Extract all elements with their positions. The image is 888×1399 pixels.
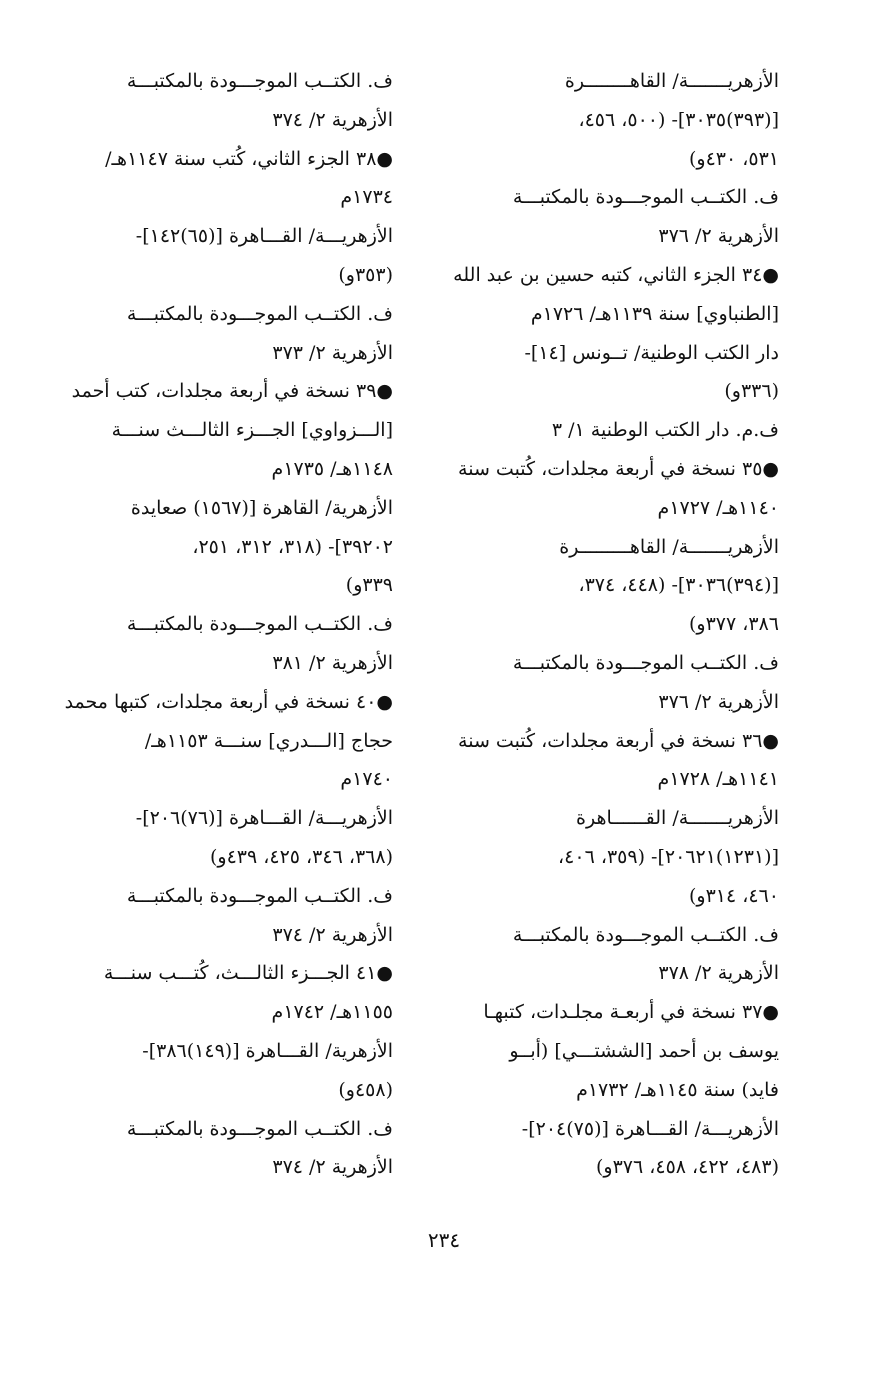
text-line: [(١٢٣١)٢٠٦٢١]- (٣٥٩، ٤٠٦، (558, 845, 779, 868)
text-line: ١١٤١هـ/ ١٧٢٨م (657, 768, 779, 791)
text-line: ١٧٣٤م (340, 186, 393, 209)
text-line: يوسف بن أحمد [الششتـــي] (أبــو (509, 1039, 779, 1062)
text-line: ١١٥٥هـ/ ١٧٤٢م (271, 1001, 393, 1024)
text-line: الأزهريـــة/ القـــاهرة [(٦٥)١٤٢]- (135, 225, 393, 248)
text-line: الأزهرية ٢/ ٣٧٤ (272, 108, 393, 131)
text-line: [(٣٩٣)٣٠٣٥]- (٥٠٠، ٤٥٦، (578, 108, 779, 131)
text-line: فايد) سنة ١١٤٥هـ/ ١٧٣٢م (576, 1078, 779, 1101)
text-line: الأزهرية ٢/ ٣٧٣ (272, 341, 393, 364)
right-column (434, 62, 779, 1187)
text-line: ١١٤٠هـ/ ١٧٢٧م (657, 496, 779, 519)
text-line: الأزهريـــــــة/ القــــــاهرة (576, 807, 779, 830)
text-line: ٤٦٠، ٣١٤و) (688, 884, 779, 907)
entry-heading-35: ●٣٥ نسخة في أربعة مجلدات، كُتبت سنة (458, 457, 779, 480)
text-line: ف.م. دار الكتب الوطنية ١/ ٣ (551, 419, 779, 442)
text-line: ف. الكتــب الموجـــودة بالمكتبـــة (126, 884, 393, 907)
text-line: الأزهرية ٢/ ٣٧٨ (658, 962, 779, 985)
text-line: ف. الكتــب الموجـــودة بالمكتبـــة (126, 70, 393, 92)
text-line: الأزهرية ٢/ ٣٧٦ (658, 690, 779, 713)
text-line: دار الكتب الوطنية/ تــونس [١٤]- (524, 341, 779, 364)
text-line: ف. الكتــب الموجـــودة بالمكتبـــة (512, 651, 779, 674)
text-line: (٣٦٨، ٣٤٦، ٤٢٥، ٤٣٩و) (209, 845, 393, 868)
text-line: الأزهرية ٢/ ٣٧٤ (272, 1156, 393, 1179)
text-line: ٣٨٦، ٣٧٧و) (688, 613, 779, 636)
entry-heading-38: ●٣٨ الجزء الثاني، كُتب سنة ١١٤٧هـ/ (105, 147, 393, 170)
text-line: الأزهرية ٢/ ٣٧٦ (658, 225, 779, 248)
text-line: (٤٥٨و) (338, 1078, 393, 1101)
text-line: ٣٣٩و) (345, 574, 393, 597)
text-line: الأزهرية/ القـــاهرة [(١٤٩)٣٨٦]- (142, 1039, 393, 1062)
text-line: الأزهرية ٢/ ٣٨١ (272, 651, 393, 674)
text-line: (٣٣٦و) (724, 380, 779, 403)
text-line: [الطنباوي] سنة ١١٣٩هـ/ ١٧٢٦م (530, 302, 779, 325)
text-line: الأزهريـــــــة/ القاهــــــــرة (564, 70, 779, 92)
page-number: ٢٣٤ (427, 1228, 461, 1252)
text-line: [(٣٩٤)٣٠٣٦]- (٤٤٨، ٣٧٤، (578, 574, 779, 597)
entry-heading-34: ●٣٤ الجزء الثاني، كتبه حسين بن عبد الله (453, 263, 779, 286)
text-line: ف. الكتــب الموجـــودة بالمكتبـــة (512, 923, 779, 946)
text-line: الأزهرية ٢/ ٣٧٤ (272, 923, 393, 946)
entry-heading-41: ●٤١ الجـــزء الثالـــث، كُتـــب سنـــة (103, 962, 393, 985)
text-line: الأزهريـــــــة/ القاهـــــــــرة (559, 535, 779, 558)
entry-heading-40: ●٤٠ نسخة في أربعة مجلدات، كتبها محمد (64, 690, 393, 713)
text-line: ٥٣١، ٤٣٠و) (688, 147, 779, 170)
entry-heading-37: ●٣٧ نسخة في أربعـة مجلـدات، كتبهـا (483, 1001, 779, 1024)
text-line: [الـــزواوي] الجـــزء الثالـــث سنـــة (111, 419, 393, 442)
text-line: ف. الكتــب الموجـــودة بالمكتبـــة (126, 613, 393, 636)
text-line: الأزهريـــة/ القـــاهرة [(٧٦)٢٠٦]- (135, 807, 393, 830)
text-line: الأزهرية/ القاهرة [(١٥٦٧) صعايدة (130, 496, 393, 519)
text-line: ف. الكتــب الموجـــودة بالمكتبـــة (126, 1117, 393, 1140)
text-line: ١٧٤٠م (340, 768, 393, 791)
text-line: (٤٨٣، ٤٢٢، ٤٥٨، ٣٧٦و) (595, 1156, 779, 1179)
text-line: ٣٩٢٠٢]- (٣١٨، ٣١٢، ٢٥١، (192, 535, 393, 558)
text-line: (٣٥٣و) (338, 263, 393, 286)
text-line: حجاج [الـــدري] سنـــة ١١٥٣هـ/ (144, 729, 393, 752)
text-line: الأزهريـــة/ القـــاهرة [(٧٥)٢٠٤]- (521, 1117, 779, 1140)
text-line: ف. الكتــب الموجـــودة بالمكتبـــة (512, 186, 779, 209)
text-line: ف. الكتــب الموجـــودة بالمكتبـــة (126, 302, 393, 325)
entry-heading-36: ●٣٦ نسخة في أربعة مجلدات، كُتبت سنة (458, 729, 779, 752)
entry-heading-39: ●٣٩ نسخة في أربعة مجلدات، كتب أحمد (71, 380, 393, 403)
left-column (48, 62, 393, 1187)
text-line: ١١٤٨هـ/ ١٧٣٥م (271, 457, 393, 480)
